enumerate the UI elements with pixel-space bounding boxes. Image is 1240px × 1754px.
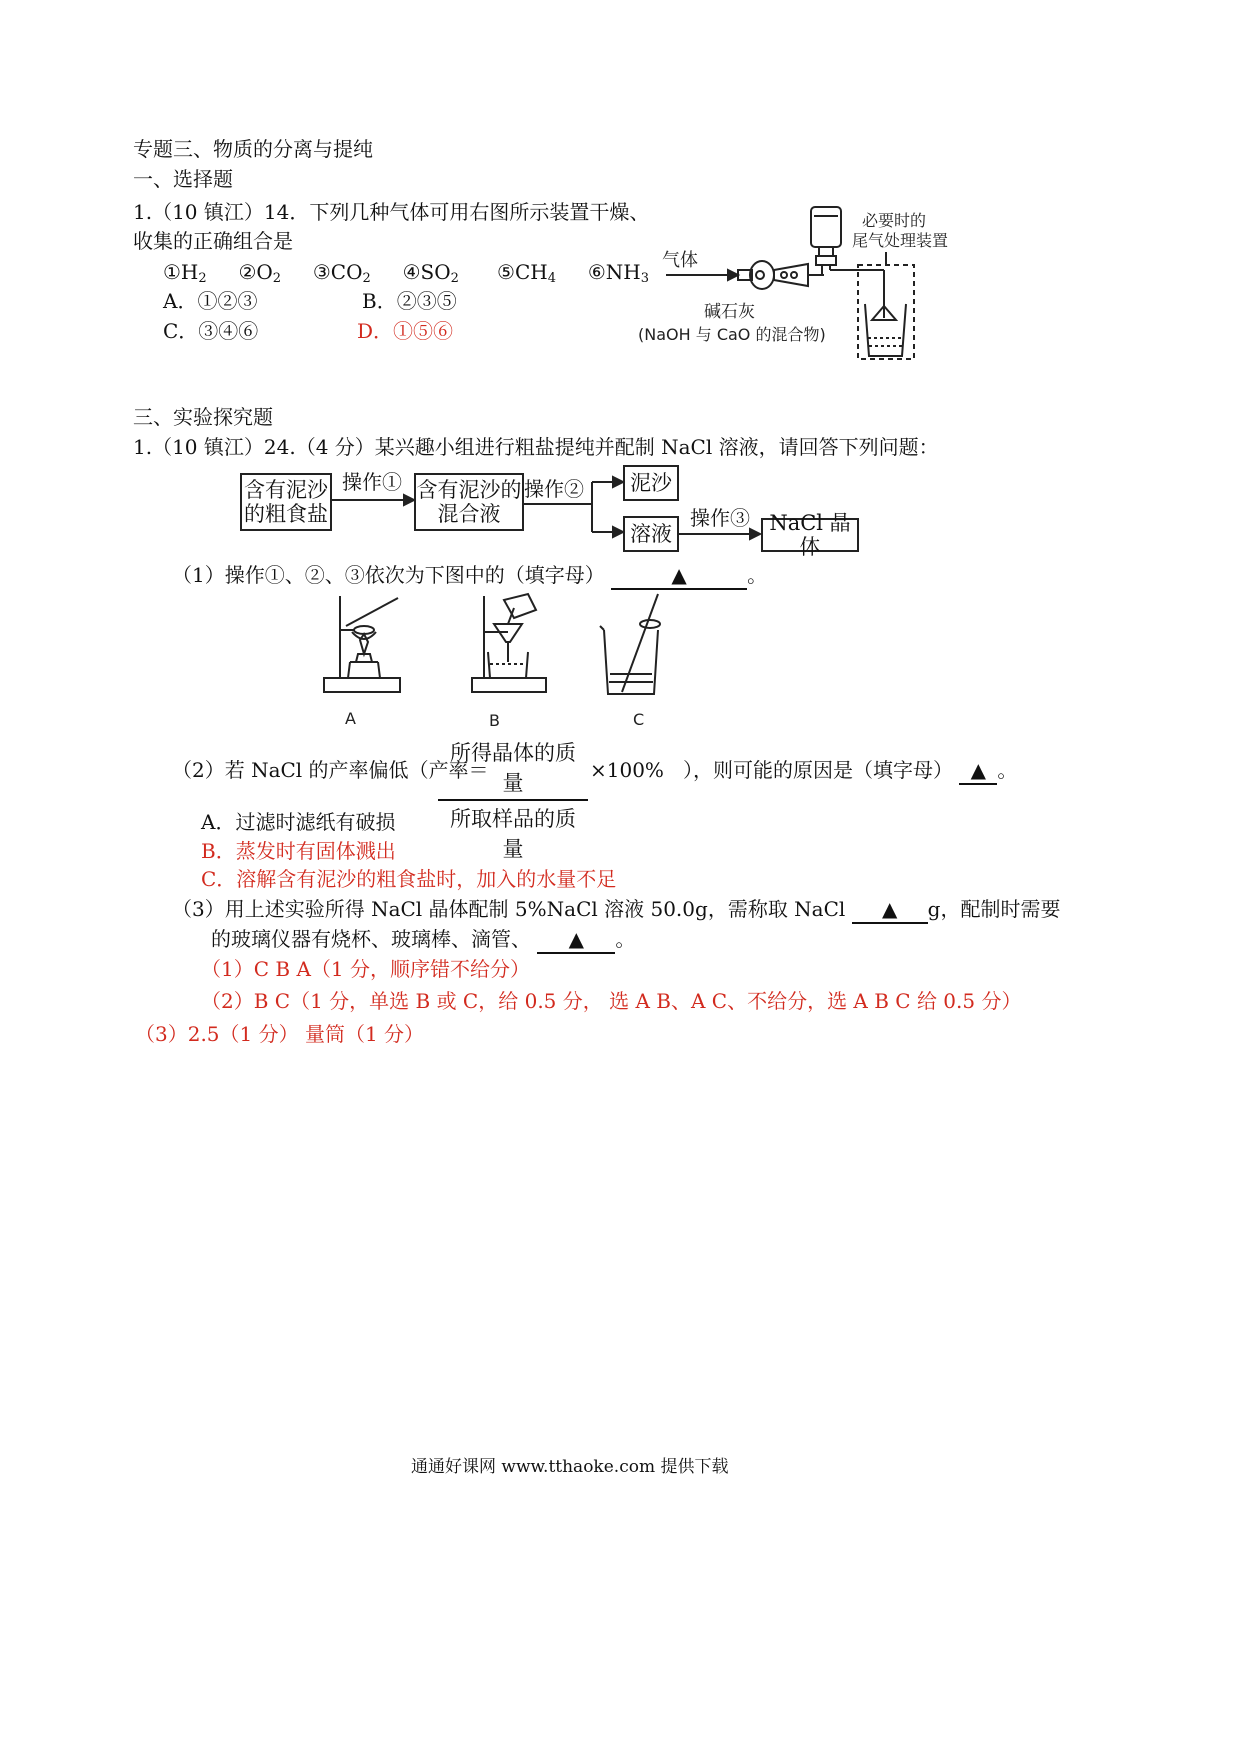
q1-line2: 收集的正确组合是 <box>133 229 293 253</box>
apparatus-figure <box>318 590 678 735</box>
doc-title: 专题三、物质的分离与提纯 <box>133 137 373 161</box>
gas-co2: $③CO_2$ <box>312 260 371 286</box>
flow-box-sand: 泥沙 <box>623 465 679 501</box>
option-c: C．③④⑥ <box>163 319 259 343</box>
yield-fraction <box>438 737 588 863</box>
flow-box-solution: 溶液 <box>623 516 679 552</box>
fig1-lime-label: 碱石灰 <box>704 302 755 322</box>
flow-op2-label: 操作② <box>524 477 584 501</box>
apparatus-label-a: A <box>345 709 356 728</box>
q2-intro: 1.（10 镇江）24.（4 分）某兴趣小组进行粗盐提纯并配制 NaCl 溶液，请回答下列问题： <box>133 435 939 459</box>
part2-tail: ×100% ），则可能的原因是（填字母） ▲ 。 <box>590 757 1017 785</box>
flow-op3-label: 操作③ <box>690 506 750 530</box>
answer-part2: （2）B C（1 分，单选 B 或 C，给 0.5 分， 选 A B、A C、不给分，选 A B C 给 0.5 分） <box>201 989 1022 1013</box>
flow-box-crude-salt: 含有泥沙 的粗食盐 <box>240 473 332 531</box>
section-heading-choice: 一、选择题 <box>133 167 233 191</box>
answer-part3: （3）2.5（1 分） 量筒（1 分） <box>135 1022 425 1046</box>
drying-apparatus-figure <box>636 200 966 365</box>
part1-text: （1）操作①、②、③依次为下图中的（填字母） ▲ 。 <box>172 562 767 590</box>
part3-mass-blank: ▲ <box>852 896 928 924</box>
choice-c-answer: C．溶解含有泥沙的粗食盐时，加入的水量不足 <box>201 867 617 891</box>
q1-line1: 1.（10 镇江）14．下列几种气体可用右图所示装置干燥、 <box>133 200 650 224</box>
fig1-tail-label-1: 必要时的 <box>862 211 927 230</box>
apparatus-label-c: C <box>633 710 645 729</box>
gas-nh3: $⑥NH_3$ <box>587 260 649 286</box>
gas-h2: $①H_2$ <box>163 260 207 286</box>
fig1-mix-label: (NaOH 与 CaO 的混合物) <box>638 325 826 344</box>
flow-op1-label: 操作① <box>342 470 402 494</box>
flow-box-mixture: 含有泥沙的 混合液 <box>414 473 524 531</box>
part2-lead: （2）若 NaCl 的产率偏低（产率＝ <box>172 758 489 782</box>
answer-part1: （1）C B A（1 分，顺序错不给分） <box>201 957 530 981</box>
apparatus-label-b: B <box>489 711 500 730</box>
flow-arrows <box>330 470 770 560</box>
fraction-numerator: 所得晶体的质量 <box>438 737 588 801</box>
page-footer: 通通好课网 www.tthaoke.com 提供下载 <box>411 1457 729 1477</box>
gas-so2: $④SO_2$ <box>402 260 459 286</box>
choice-b-answer: B．蒸发时有固体溅出 <box>201 839 396 863</box>
part3-line1: （3）用上述实验所得 NaCl 晶体配制 5%NaCl 溶液 50.0g，需称取 NaCl ▲ g，配制时需要 <box>172 896 1060 924</box>
part1-answer-blank: ▲ <box>611 562 747 590</box>
gas-o2: $②O_2$ <box>238 260 282 286</box>
section-heading-experiment: 三、实验探究题 <box>133 405 273 429</box>
gas-ch4: $⑤CH_4$ <box>497 260 557 286</box>
option-d-answer: D．①⑤⑥ <box>357 319 454 343</box>
fig1-tail-label-2: 尾气处理装置 <box>852 231 949 250</box>
part3-line2: 的玻璃仪器有烧杯、玻璃棒、滴管、 ▲ 。 <box>211 926 635 954</box>
part3-instrument-blank: ▲ <box>537 926 615 954</box>
choice-a: A．过滤时滤纸有破损 <box>201 810 396 834</box>
option-a: A．①②③ <box>163 289 258 313</box>
fig1-gas-label: 气体 <box>662 250 698 271</box>
fraction-denominator: 所取样品的质量 <box>450 807 576 861</box>
option-b: B．②③⑤ <box>362 289 457 313</box>
part2-answer-blank: ▲ <box>959 757 997 785</box>
flow-box-nacl-crystal: NaCl 晶体 <box>761 518 859 552</box>
